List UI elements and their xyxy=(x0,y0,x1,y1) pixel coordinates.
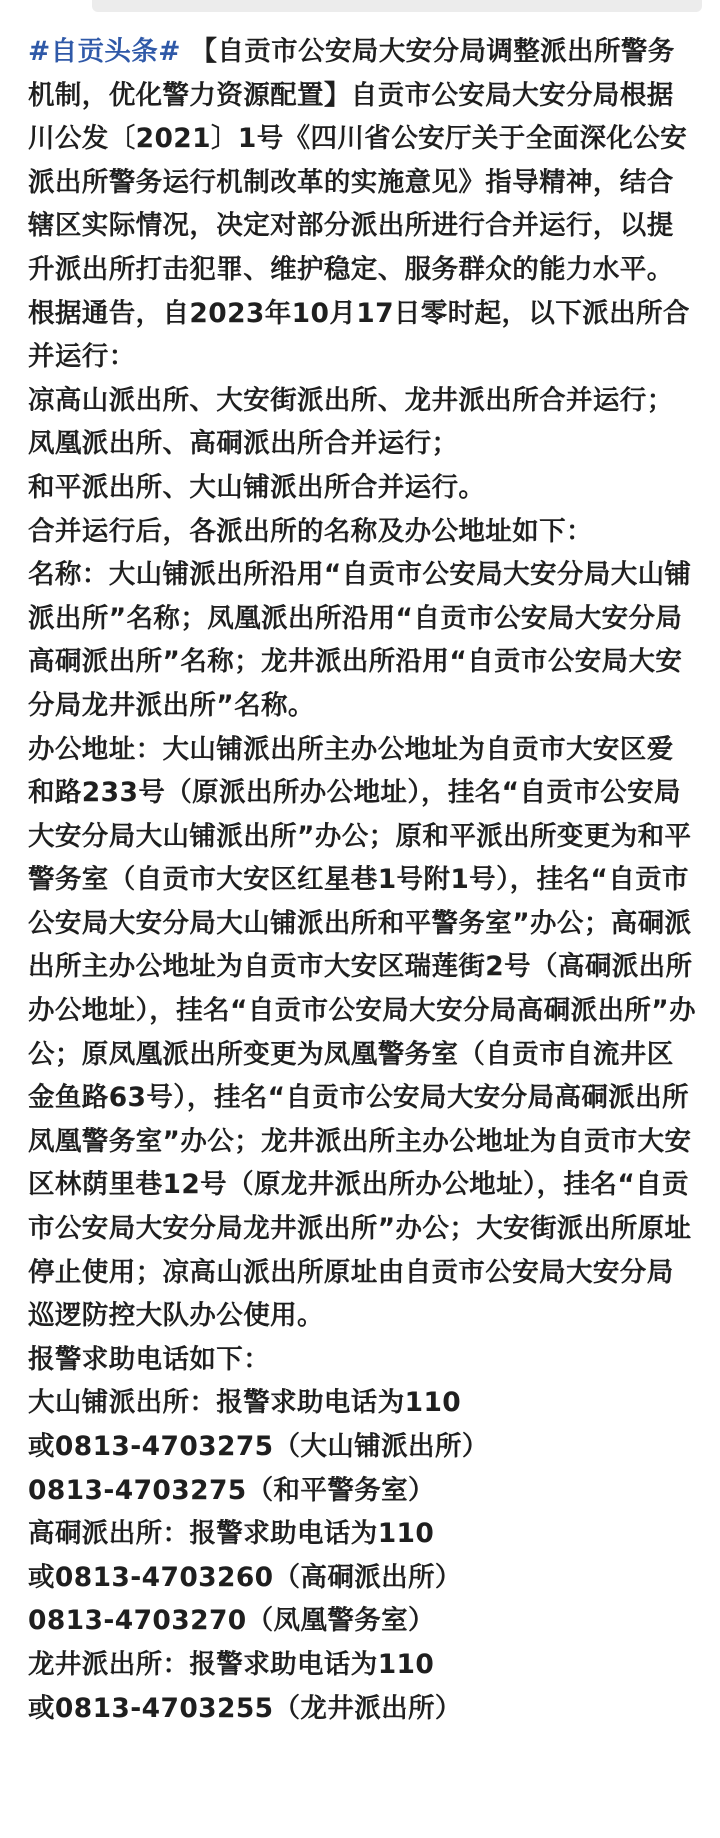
post-paragraph: 或0813-4703255（龙井派出所） xyxy=(28,1692,462,1724)
post-paragraph: 0813-4703270（凤凰警务室） xyxy=(28,1605,435,1637)
post-paragraph: 办公地址：大山铺派出所主办公地址为自贡市大安区爱和路233号（原派出所办公地址），挂名“自贡市公安局大安分局大山铺派出所”办公；原和平派出所变更为和平警务室（自贡市大安区红星巷1号附1号），挂名“自贡市公安局大安分局大山铺派出所和平警务室”办公；高硐派出所主办公地址为自贡市大安区瑞莲街2号（高硐派出所办公地址），挂名“自贡市公安局大安分局高硐派出所”办公；原凤凰派出所变更为凤凰警务室（自贡市自流井区金鱼路63号），挂名“自贡市公安局大安分局高硐派出所凤凰警务室”办公；龙井派出所主办公地址为自贡市大安区林荫里巷12号（原龙井派出所办公地址），挂名“自贡市公安局大安分局龙井派出所”办公；大安街派出所原址停止使用；凉高山派出所原址由自贡市公安局大安分局巡逻防控大队办公使用。 xyxy=(28,733,696,1332)
previous-content-edge xyxy=(92,0,702,12)
post-paragraph: 龙井派出所：报警求助电话为110 xyxy=(28,1648,435,1680)
post-paragraph: 大山铺派出所：报警求助电话为110 xyxy=(28,1387,462,1419)
post-paragraph: 和平派出所、大山铺派出所合并运行。 xyxy=(28,471,486,503)
post-lead-paragraph xyxy=(28,30,700,292)
post-paragraph: 凉高山派出所、大安街派出所、龙井派出所合并运行； xyxy=(28,384,674,416)
post-paragraph: 名称：大山铺派出所沿用“自贡市公安局大安分局大山铺派出所”名称；凤凰派出所沿用“自贡市公安局大安分局高硐派出所”名称；龙井派出所沿用“自贡市公安局大安分局龙井派出所”名称。 xyxy=(28,559,692,721)
post-body xyxy=(28,30,700,1730)
post-paragraph: 或0813-4703260（高硐派出所） xyxy=(28,1561,462,1593)
post-paragraph: 合并运行后，各派出所的名称及办公地址如下： xyxy=(28,515,593,547)
post-paragraph: 凤凰派出所、高硐派出所合并运行； xyxy=(28,428,459,460)
post-paragraph: 或0813-4703275（大山铺派出所） xyxy=(28,1431,489,1462)
hashtag-link[interactable]: #自贡头条# xyxy=(28,36,181,67)
post-paragraph: 根据通告，自2023年10月17日零时起，以下派出所合并运行： xyxy=(28,297,690,373)
post-lead-text: 【自贡市公安局大安分局调整派出所警务机制，优化警力资源配置】自贡市公安局大安分局根据川公发〔2021〕1号《四川省公安厅关于全面深化公安派出所警务运行机制改革的实施意见》指导精神，结合辖区实际情况，决定对部分派出所进行合并运行，以提升派出所打击犯罪、维护稳定、服务群众的能力水平。 xyxy=(28,36,688,285)
post-paragraph: 0813-4703275（和平警务室） xyxy=(28,1474,435,1506)
post-paragraph: 高硐派出所：报警求助电话为110 xyxy=(28,1518,435,1550)
post-paragraph: 报警求助电话如下： xyxy=(28,1343,271,1375)
